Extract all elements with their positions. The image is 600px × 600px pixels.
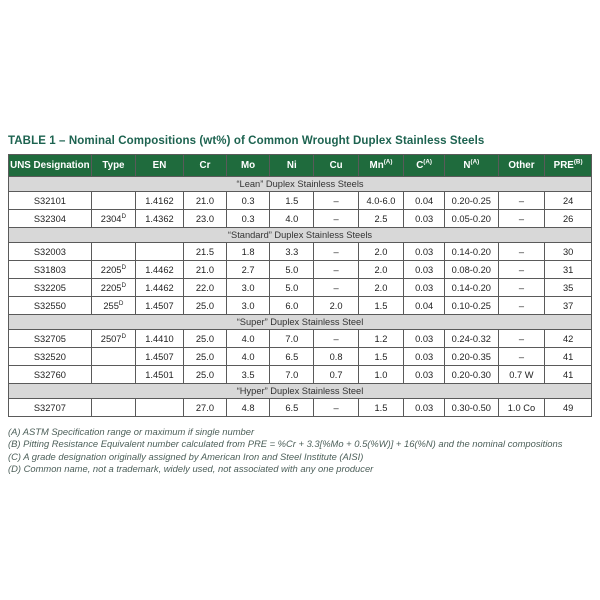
section-row	[9, 177, 592, 192]
column-header: Ni	[270, 155, 314, 177]
table-cell: 0.8	[314, 348, 358, 366]
table-cell: 0.05-0.20	[445, 210, 499, 228]
column-header: $C^{(A)}$	[404, 155, 445, 177]
table-cell: 49	[545, 399, 592, 417]
table-cell: –	[498, 348, 545, 366]
table-title: TABLE 1 – Nominal Compositions (wt%) of Common Wrought Duplex Stainless Steels	[8, 135, 485, 147]
table-cell: 21.0	[183, 261, 226, 279]
table-cell: 4.8	[227, 399, 270, 417]
table-cell: 21.5	[183, 243, 226, 261]
column-header: $PRE^{(B)}$	[545, 155, 592, 177]
table-cell: 25.0	[183, 297, 226, 315]
table-cell: 31	[545, 261, 592, 279]
table-cell: 5.0	[270, 279, 314, 297]
table-cell: 2.0	[358, 261, 403, 279]
table-cell: 0.03	[404, 279, 445, 297]
table-cell: S31803	[9, 261, 92, 279]
column-header: $N^{(A)}$	[445, 155, 499, 177]
table-cell: S32550	[9, 297, 92, 315]
section-row	[9, 315, 592, 330]
compositions-table	[8, 154, 592, 417]
section-row	[9, 228, 592, 243]
table-cell: 7.0	[270, 366, 314, 384]
table-cell: $255^D$	[91, 297, 135, 315]
table-cell: 1.5	[270, 192, 314, 210]
table-cell: 6.5	[270, 348, 314, 366]
table-body	[9, 177, 592, 417]
table-cell: 1.4162	[136, 192, 184, 210]
table-cell: 0.14-0.20	[445, 243, 499, 261]
table-cell: 0.3	[227, 192, 270, 210]
table-cell: $2205^D$	[91, 279, 135, 297]
table-cell: 1.4507	[136, 348, 184, 366]
table-cell: S32304	[9, 210, 92, 228]
table-row	[9, 366, 592, 384]
table-cell: 0.20-0.35	[445, 348, 499, 366]
table-cell: –	[498, 261, 545, 279]
table-row	[9, 297, 592, 315]
table-cell: S32760	[9, 366, 92, 384]
table-cell: –	[314, 330, 358, 348]
table-cell: –	[314, 192, 358, 210]
section-header: “Hyper” Duplex Stainless Steel	[9, 384, 592, 399]
table-cell: 0.04	[404, 192, 445, 210]
table-cell: 0.03	[404, 330, 445, 348]
table-cell: 22.0	[183, 279, 226, 297]
table-cell: –	[314, 261, 358, 279]
table-cell: –	[314, 210, 358, 228]
table-head-row	[9, 155, 592, 177]
table-cell: 21.0	[183, 192, 226, 210]
table-cell: 5.0	[270, 261, 314, 279]
table-cell	[136, 399, 184, 417]
table-row	[9, 243, 592, 261]
table-cell: 35	[545, 279, 592, 297]
table-cell: 0.04	[404, 297, 445, 315]
table-cell: 0.3	[227, 210, 270, 228]
footnote: (B) Pitting Resistance Equivalent number calculated from PRE = %Cr + 3.3[%Mo + 0.5(%W)] + 16(%N) and the nominal compositions	[8, 438, 563, 450]
table-cell: 0.08-0.20	[445, 261, 499, 279]
table-cell: 4.0	[270, 210, 314, 228]
table-cell	[91, 366, 135, 384]
section-row	[9, 384, 592, 399]
section-header: “Super” Duplex Stainless Steel	[9, 315, 592, 330]
table-row	[9, 330, 592, 348]
table-cell: 26	[545, 210, 592, 228]
table-cell: 4.0	[227, 330, 270, 348]
table-row	[9, 261, 592, 279]
footnote: (C) A grade designation originally assigned by American Iron and Steel Institute (AISI)	[8, 450, 364, 462]
table-cell: 0.20-0.30	[445, 366, 499, 384]
footnotes	[8, 426, 592, 476]
table-cell: 0.03	[404, 210, 445, 228]
table-cell: –	[498, 297, 545, 315]
section-header: “Standard” Duplex Stainless Steels	[9, 228, 592, 243]
table-cell: S32707	[9, 399, 92, 417]
table-cell: $2507^D$	[91, 330, 135, 348]
table-cell: 0.30-0.50	[445, 399, 499, 417]
table-cell: 3.0	[227, 279, 270, 297]
table-cell: $2304^D$	[91, 210, 135, 228]
table-cell	[136, 243, 184, 261]
table-cell	[91, 399, 135, 417]
footnote: (D) Common name, not a trademark, widely used, not associated with any one producer	[8, 463, 374, 475]
table-cell: –	[314, 399, 358, 417]
table-cell: 0.7	[314, 366, 358, 384]
table-row	[9, 210, 592, 228]
table-cell: –	[314, 279, 358, 297]
column-header: UNS Designation	[9, 155, 92, 177]
table-cell: 1.4462	[136, 279, 184, 297]
table-cell: 1.8	[227, 243, 270, 261]
table-row	[9, 348, 592, 366]
table-row	[9, 399, 592, 417]
table-cell: 1.4362	[136, 210, 184, 228]
table-cell: 7.0	[270, 330, 314, 348]
table-cell: 37	[545, 297, 592, 315]
table-cell: –	[498, 330, 545, 348]
table-cell: 30	[545, 243, 592, 261]
table-block	[8, 135, 592, 476]
table-cell: 4.0	[227, 348, 270, 366]
table-cell: S32003	[9, 243, 92, 261]
table-cell: 0.03	[404, 399, 445, 417]
table-cell: 1.4462	[136, 261, 184, 279]
table-cell: 0.03	[404, 261, 445, 279]
column-header: Mo	[227, 155, 270, 177]
table-cell	[91, 192, 135, 210]
table-cell: 24	[545, 192, 592, 210]
footnote: (A) ASTM Specification range or maximum if single number	[8, 426, 255, 437]
table-cell: 2.0	[358, 279, 403, 297]
table-cell: $2205^D$	[91, 261, 135, 279]
table-cell	[91, 348, 135, 366]
table-cell: 3.3	[270, 243, 314, 261]
table-cell: 0.03	[404, 243, 445, 261]
table-cell: 3.0	[227, 297, 270, 315]
table-cell: S32705	[9, 330, 92, 348]
table-cell: 25.0	[183, 366, 226, 384]
table-cell: 0.7 W	[498, 366, 545, 384]
table-cell: 3.5	[227, 366, 270, 384]
column-header: Cu	[314, 155, 358, 177]
table-cell: 0.03	[404, 348, 445, 366]
table-row	[9, 192, 592, 210]
column-header: EN	[136, 155, 184, 177]
table-cell: –	[498, 243, 545, 261]
table-cell: 0.10-0.25	[445, 297, 499, 315]
table-cell: 1.0	[358, 366, 403, 384]
table-cell: 1.5	[358, 348, 403, 366]
table-cell	[91, 243, 135, 261]
table-cell: –	[498, 192, 545, 210]
table-cell: 2.5	[358, 210, 403, 228]
table-cell: 42	[545, 330, 592, 348]
table-cell: 25.0	[183, 330, 226, 348]
table-cell: 1.4507	[136, 297, 184, 315]
table-cell: S32205	[9, 279, 92, 297]
table-cell: 0.14-0.20	[445, 279, 499, 297]
column-header: $Mn^{(A)}$	[358, 155, 403, 177]
table-cell: 6.5	[270, 399, 314, 417]
table-cell: 27.0	[183, 399, 226, 417]
table-cell: 41	[545, 366, 592, 384]
table-cell: 0.03	[404, 366, 445, 384]
table-cell: 1.5	[358, 297, 403, 315]
table-cell: 2.0	[314, 297, 358, 315]
column-header: Type	[91, 155, 135, 177]
table-cell: 2.7	[227, 261, 270, 279]
table-cell: S32101	[9, 192, 92, 210]
table-cell: 41	[545, 348, 592, 366]
table-cell: 0.24-0.32	[445, 330, 499, 348]
table-cell: 1.4410	[136, 330, 184, 348]
table-cell: 1.0 Co	[498, 399, 545, 417]
table-cell: 25.0	[183, 348, 226, 366]
table-cell: S32520	[9, 348, 92, 366]
table-cell: 4.0-6.0	[358, 192, 403, 210]
table-cell: 6.0	[270, 297, 314, 315]
table-cell: –	[498, 210, 545, 228]
table-cell: –	[498, 279, 545, 297]
column-header: Other	[498, 155, 545, 177]
table-cell: 1.2	[358, 330, 403, 348]
table-cell: 1.5	[358, 399, 403, 417]
column-header: Cr	[183, 155, 226, 177]
table-cell: –	[314, 243, 358, 261]
table-cell: 1.4501	[136, 366, 184, 384]
table-cell: 23.0	[183, 210, 226, 228]
table-row	[9, 279, 592, 297]
section-header: “Lean” Duplex Stainless Steels	[9, 177, 592, 192]
table-cell: 2.0	[358, 243, 403, 261]
table-cell: 0.20-0.25	[445, 192, 499, 210]
